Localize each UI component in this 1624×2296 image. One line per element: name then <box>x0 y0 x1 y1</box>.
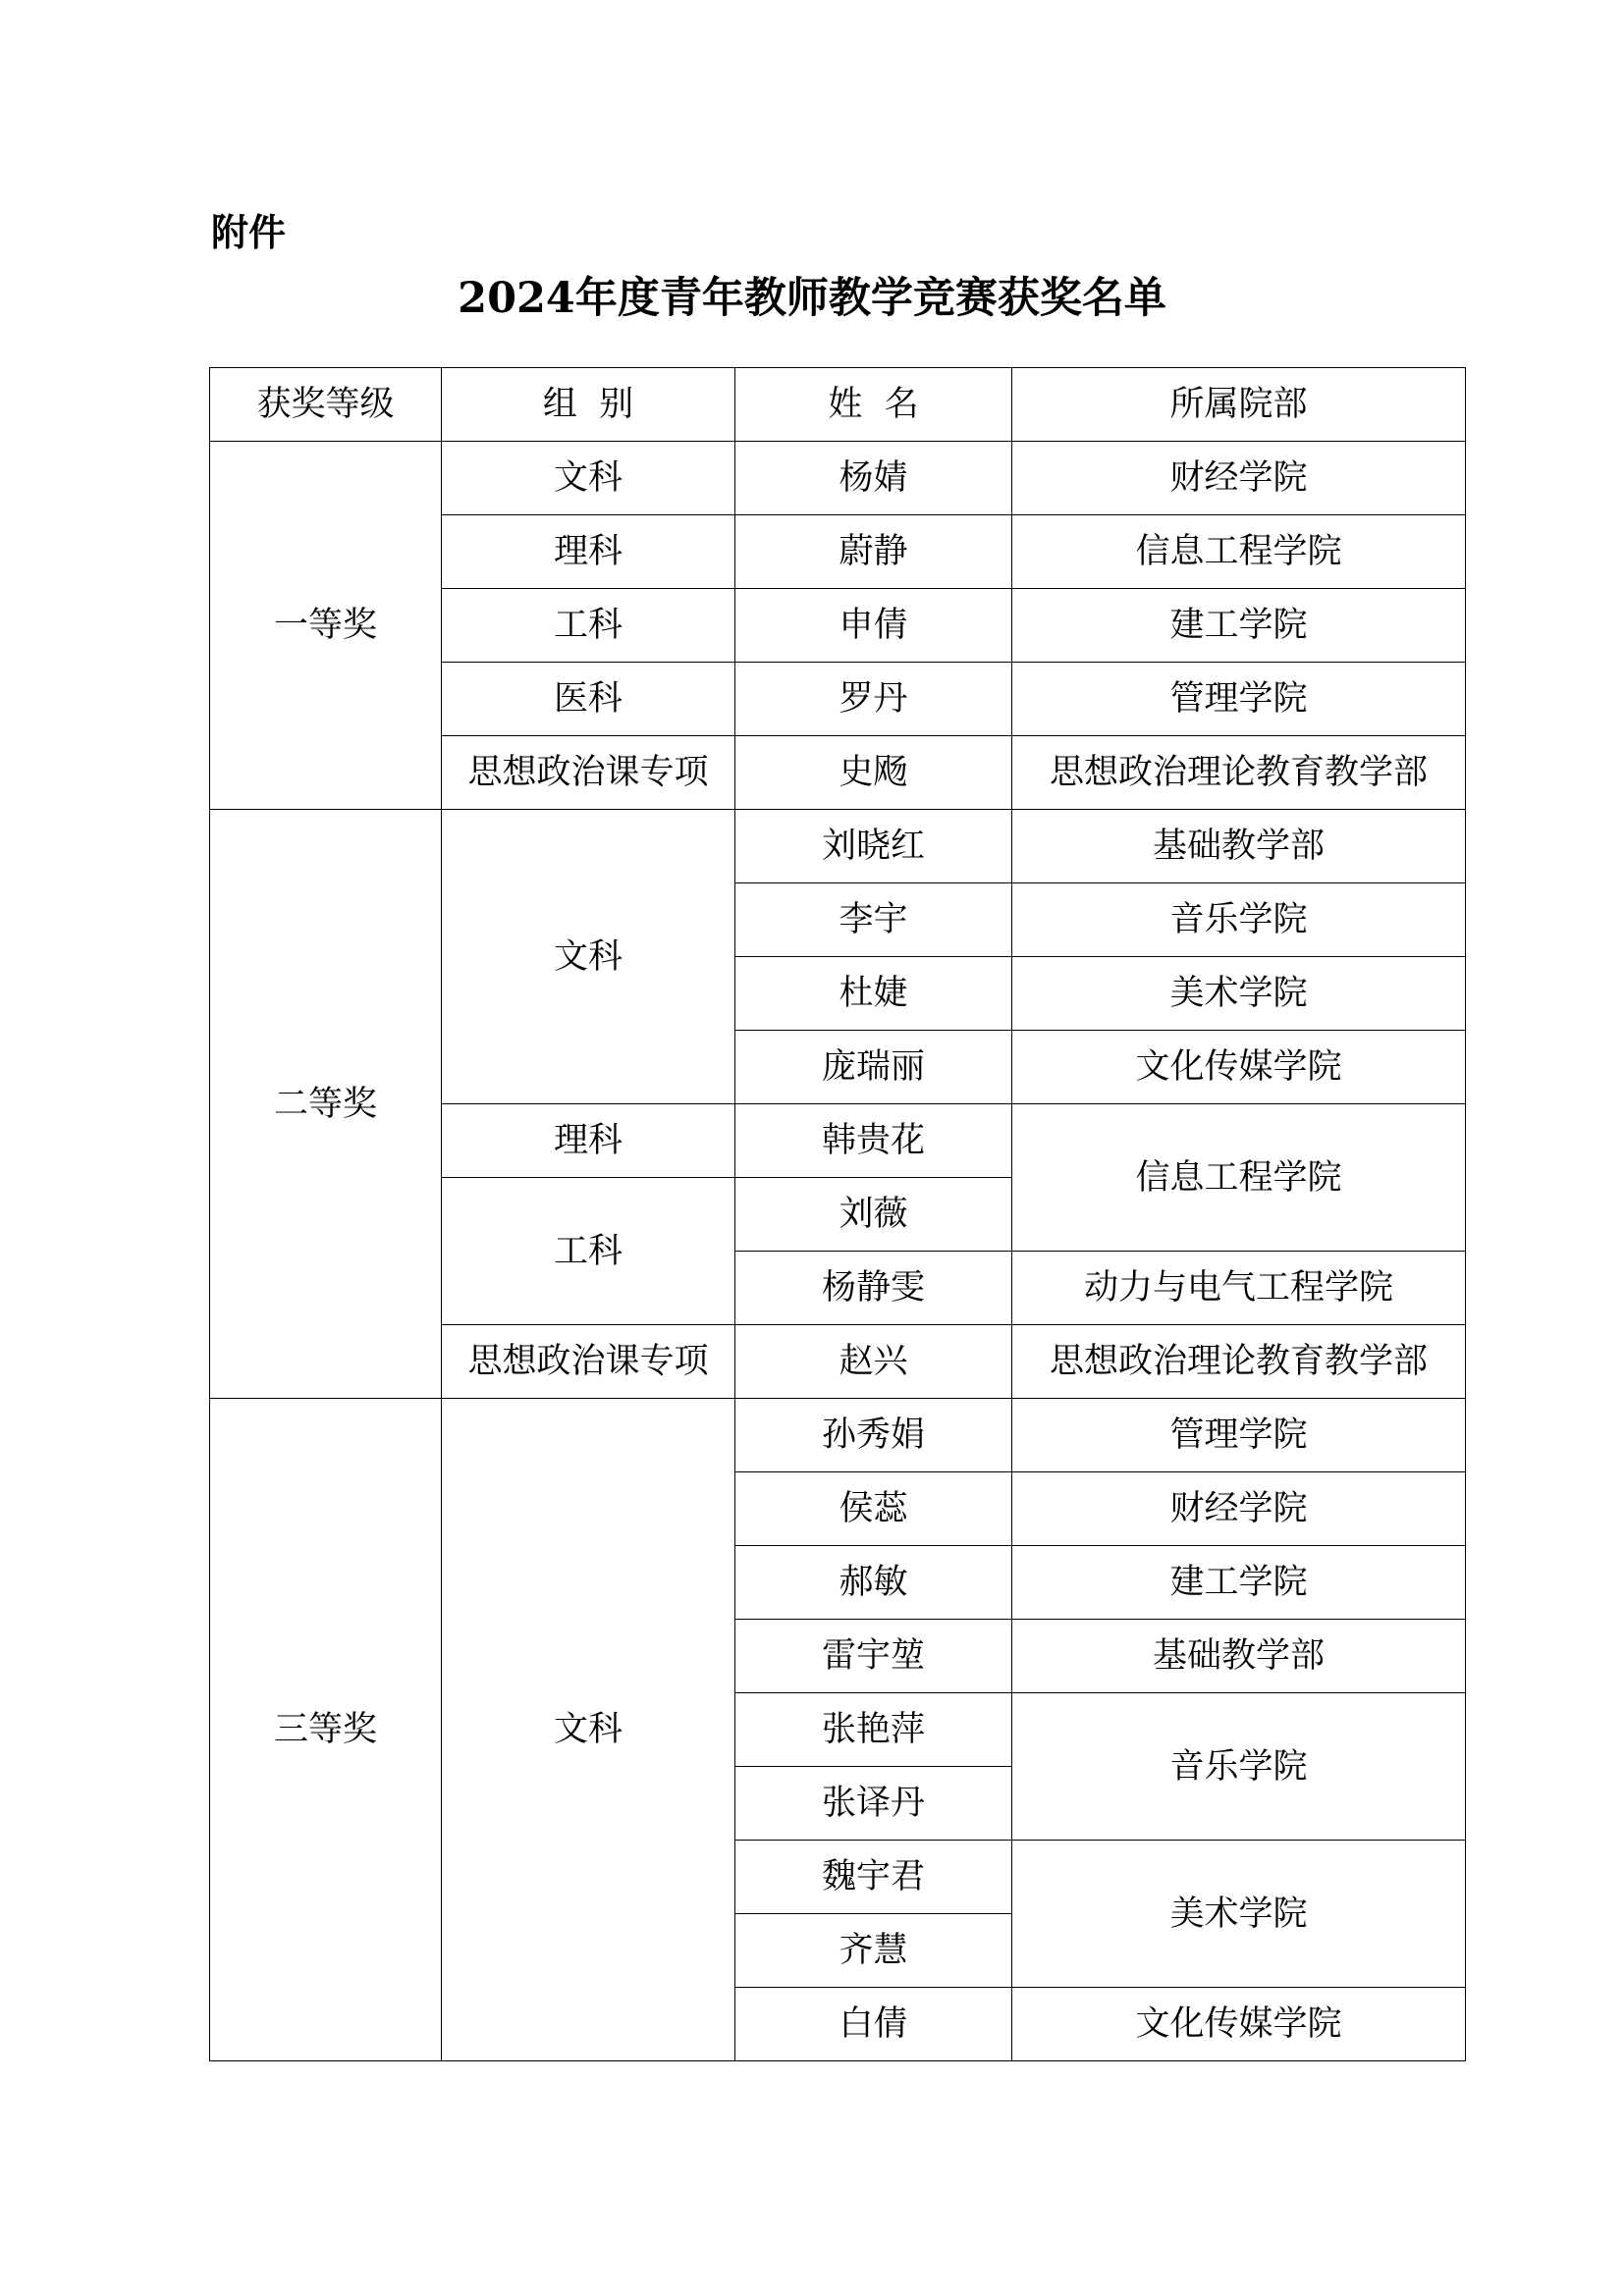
department-cell: 音乐学院 <box>1012 883 1466 957</box>
department-cell: 财经学院 <box>1012 442 1466 515</box>
table-row <box>210 810 1466 883</box>
name-cell: 齐慧 <box>735 1914 1012 1988</box>
document-title: 2024年度青年教师教学竞赛获奖名单 <box>458 274 1166 323</box>
department-cell: 动力与电气工程学院 <box>1012 1252 1466 1325</box>
department-cell: 思想政治理论教育教学部 <box>1012 736 1466 810</box>
award-table <box>209 367 1466 2061</box>
name-cell: 郝敏 <box>735 1546 1012 1620</box>
name-cell: 魏宇君 <box>735 1841 1012 1914</box>
table-header-row <box>210 368 1466 442</box>
department-cell: 建工学院 <box>1012 1546 1466 1620</box>
department-cell: 美术学院 <box>1012 1841 1466 1988</box>
header-award-level: 获奖等级 <box>210 368 442 442</box>
name-cell: 侯蕊 <box>735 1472 1012 1546</box>
group-cell: 文科 <box>442 810 735 1104</box>
name-cell: 杨婧 <box>735 442 1012 515</box>
department-cell: 文化传媒学院 <box>1012 1988 1466 2061</box>
name-cell: 孙秀娟 <box>735 1399 1012 1472</box>
group-cell: 思想政治课专项 <box>442 1325 735 1399</box>
group-cell: 文科 <box>442 1399 735 2061</box>
department-cell: 信息工程学院 <box>1012 1104 1466 1252</box>
award-level-cell: 二等奖 <box>210 810 442 1399</box>
group-cell: 文科 <box>442 442 735 515</box>
department-cell: 财经学院 <box>1012 1472 1466 1546</box>
name-cell: 刘薇 <box>735 1178 1012 1252</box>
group-cell: 理科 <box>442 515 735 589</box>
name-cell: 李宇 <box>735 883 1012 957</box>
name-cell: 罗丹 <box>735 663 1012 736</box>
name-cell: 张译丹 <box>735 1767 1012 1841</box>
department-cell: 基础教学部 <box>1012 810 1466 883</box>
group-cell: 工科 <box>442 589 735 663</box>
department-cell: 思想政治理论教育教学部 <box>1012 1325 1466 1399</box>
name-cell: 韩贵花 <box>735 1104 1012 1178</box>
attachment-label: 附件 <box>211 211 287 254</box>
name-cell: 史飏 <box>735 736 1012 810</box>
department-cell: 管理学院 <box>1012 1399 1466 1472</box>
name-cell: 杨静雯 <box>735 1252 1012 1325</box>
table-row <box>210 442 1466 515</box>
header-group: 组 别 <box>442 368 735 442</box>
header-name: 姓 名 <box>735 368 1012 442</box>
name-cell: 刘晓红 <box>735 810 1012 883</box>
group-cell: 工科 <box>442 1178 735 1325</box>
name-cell: 庞瑞丽 <box>735 1031 1012 1104</box>
group-cell: 医科 <box>442 663 735 736</box>
name-cell: 雷宇堃 <box>735 1620 1012 1693</box>
name-cell: 蔚静 <box>735 515 1012 589</box>
group-cell: 思想政治课专项 <box>442 736 735 810</box>
name-cell: 张艳萍 <box>735 1693 1012 1767</box>
award-table-body <box>210 442 1466 2061</box>
award-level-cell: 一等奖 <box>210 442 442 810</box>
name-cell: 申倩 <box>735 589 1012 663</box>
department-cell: 建工学院 <box>1012 589 1466 663</box>
department-cell: 音乐学院 <box>1012 1693 1466 1841</box>
name-cell: 杜婕 <box>735 957 1012 1031</box>
department-cell: 文化传媒学院 <box>1012 1031 1466 1104</box>
department-cell: 信息工程学院 <box>1012 515 1466 589</box>
department-cell: 管理学院 <box>1012 663 1466 736</box>
name-cell: 赵兴 <box>735 1325 1012 1399</box>
department-cell: 美术学院 <box>1012 957 1466 1031</box>
header-department: 所属院部 <box>1012 368 1466 442</box>
name-cell: 白倩 <box>735 1988 1012 2061</box>
award-level-cell: 三等奖 <box>210 1399 442 2061</box>
table-row <box>210 1399 1466 1472</box>
group-cell: 理科 <box>442 1104 735 1178</box>
department-cell: 基础教学部 <box>1012 1620 1466 1693</box>
